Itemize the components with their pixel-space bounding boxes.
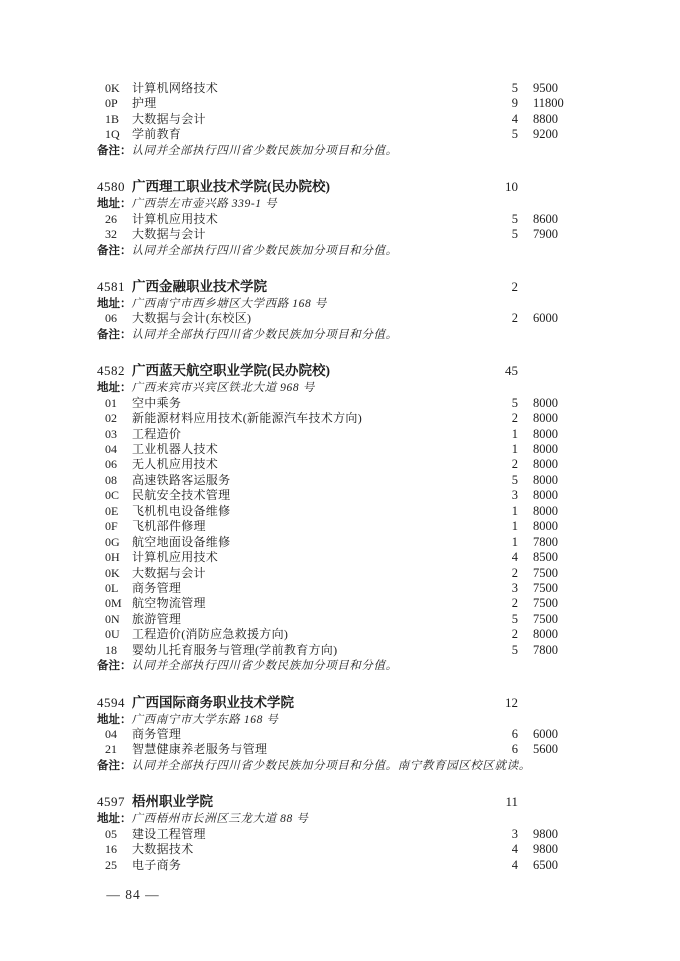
institution-name: 广西理工职业技术学院(民办院校) [132, 179, 330, 195]
address-line [97, 379, 583, 394]
major-code: 1Q [105, 127, 120, 142]
major-row [97, 426, 583, 441]
major-row [97, 611, 583, 626]
institution-name: 广西蓝天航空职业学院(民办院校) [132, 363, 330, 379]
major-plan-count: 5 [511, 127, 518, 142]
institution-section [97, 278, 583, 341]
major-name: 大数据技术 [132, 842, 194, 857]
major-code: 04 [105, 442, 117, 456]
major-row [97, 211, 583, 226]
major-code: 0G [105, 534, 120, 549]
major-name: 大数据与会计 [132, 227, 206, 242]
remark-text: 认同并全部执行四川省少数民族加分项目和分值。 [131, 244, 398, 257]
major-plan-count: 2 [511, 411, 518, 426]
major-code: 0P [105, 96, 118, 111]
major-name: 空中乘务 [132, 395, 182, 410]
major-tuition-fee: 6500 [533, 857, 558, 872]
major-code: 0U [105, 627, 120, 642]
major-row [97, 626, 583, 641]
major-code: 0C [105, 488, 120, 503]
major-code: 21 [105, 742, 117, 757]
major-row [97, 95, 583, 110]
major-plan-count: 9 [511, 96, 518, 111]
major-plan-count: 5 [511, 211, 518, 226]
major-tuition-fee: 8800 [533, 111, 558, 126]
major-tuition-fee: 7500 [533, 565, 558, 580]
major-tuition-fee: 11800 [533, 96, 564, 111]
major-tuition-fee: 7500 [533, 596, 558, 611]
major-code: 0F [105, 519, 118, 534]
major-name: 商务管理 [132, 727, 182, 741]
major-tuition-fee: 6000 [533, 311, 558, 326]
major-code: 0H [105, 550, 120, 565]
page-number: — 84 — [106, 887, 160, 902]
institution-section [97, 80, 583, 157]
major-tuition-fee: 8000 [533, 472, 558, 487]
major-plan-count: 1 [511, 503, 518, 518]
address-text: 广西来宾市兴宾区铁北大道 968 号 [131, 382, 315, 395]
major-row [97, 857, 583, 872]
major-row [97, 503, 583, 518]
major-row [97, 456, 583, 471]
major-name: 大数据与会计 [132, 111, 206, 126]
major-name: 电子商务 [132, 857, 182, 872]
institution-section [97, 694, 583, 773]
major-name: 工程造价(消防应急救援方向) [132, 627, 289, 642]
major-plan-count: 1 [511, 442, 518, 456]
major-tuition-fee: 9200 [533, 127, 558, 142]
major-tuition-fee: 8500 [533, 550, 558, 565]
major-tuition-fee: 8000 [533, 519, 558, 534]
major-plan-count: 4 [511, 111, 518, 126]
address-line [97, 295, 583, 310]
address-text: 广西南宁市大学东路 168 号 [131, 713, 279, 726]
major-plan-count: 3 [511, 826, 518, 841]
major-plan-count: 2 [511, 311, 518, 326]
institution-code: 4580 [97, 179, 125, 195]
remark-label: 备注： [97, 244, 132, 257]
major-name: 计算机网络技术 [132, 81, 219, 95]
major-row [97, 580, 583, 595]
major-plan-count: 5 [511, 81, 518, 95]
major-tuition-fee: 8000 [533, 457, 558, 472]
address-label: 地址： [97, 297, 132, 310]
major-name: 工业机器人技术 [132, 442, 219, 456]
remark-line [97, 657, 583, 672]
major-name: 飞机部件修理 [132, 519, 206, 534]
address-text: 广西南宁市西乡塘区大学西路 168 号 [131, 297, 327, 310]
remark-text: 认同并全部执行四川省少数民族加分项目和分值。 [131, 660, 398, 673]
major-code: 32 [105, 227, 117, 242]
major-tuition-fee: 7500 [533, 580, 558, 595]
major-name: 婴幼儿托育服务与管理(学前教育方向) [132, 642, 338, 657]
major-row [97, 534, 583, 549]
major-plan-count: 4 [511, 842, 518, 857]
remark-text: 认同并全部执行四川省少数民族加分项目和分值。 [131, 328, 398, 341]
major-plan-count: 4 [511, 550, 518, 565]
major-name: 工程造价 [132, 426, 182, 441]
institution-name: 广西国际商务职业技术学院 [132, 694, 294, 710]
major-tuition-fee: 7800 [533, 534, 558, 549]
major-tuition-fee: 7900 [533, 227, 558, 242]
major-tuition-fee: 6000 [533, 727, 558, 741]
remark-label: 备注： [97, 144, 132, 157]
major-code: 18 [105, 642, 117, 657]
major-code: 01 [105, 395, 117, 410]
institution-header [97, 178, 583, 195]
major-row [97, 487, 583, 502]
major-name: 学前教育 [132, 127, 182, 142]
institution-header [97, 694, 583, 711]
major-plan-count: 2 [511, 457, 518, 472]
major-code: 0K [105, 81, 120, 95]
major-plan-count: 5 [511, 472, 518, 487]
major-tuition-fee: 8000 [533, 411, 558, 426]
institution-plan-total: 11 [505, 794, 518, 810]
major-plan-count: 5 [511, 395, 518, 410]
address-line [97, 195, 583, 210]
major-name: 建设工程管理 [132, 826, 206, 841]
major-code: 26 [105, 211, 117, 226]
major-tuition-fee: 8000 [533, 488, 558, 503]
major-row [97, 595, 583, 610]
remark-label: 备注： [97, 660, 132, 673]
major-code: 02 [105, 411, 117, 426]
major-code: 1B [105, 111, 120, 126]
major-tuition-fee: 5600 [533, 742, 558, 757]
major-name: 航空地面设备维修 [132, 534, 231, 549]
remark-line [97, 757, 583, 772]
remark-line [97, 242, 583, 257]
major-name: 高速铁路客运服务 [132, 472, 231, 487]
remark-label: 备注： [97, 759, 132, 772]
address-text: 广西崇左市壶兴路 339-1 号 [131, 198, 278, 211]
institution-plan-total: 2 [511, 278, 518, 294]
major-code: 03 [105, 426, 117, 441]
major-row [97, 395, 583, 410]
major-row [97, 126, 583, 141]
major-row [97, 826, 583, 841]
major-plan-count: 6 [511, 742, 518, 757]
institution-plan-total: 12 [505, 694, 518, 710]
major-row [97, 80, 583, 95]
address-line [97, 810, 583, 825]
major-plan-count: 6 [511, 727, 518, 741]
institution-header [97, 793, 583, 810]
major-name: 智慧健康养老服务与管理 [132, 742, 268, 757]
institution-code: 4597 [97, 794, 125, 810]
institution-section [97, 362, 583, 672]
major-row [97, 410, 583, 425]
major-tuition-fee: 7800 [533, 642, 558, 657]
major-row [97, 472, 583, 487]
institution-plan-total: 10 [505, 179, 518, 195]
major-row [97, 642, 583, 657]
major-name: 旅游管理 [132, 611, 182, 626]
major-row [97, 841, 583, 856]
institution-section [97, 793, 583, 872]
major-code: 0K [105, 565, 120, 580]
major-row [97, 111, 583, 126]
major-plan-count: 5 [511, 227, 518, 242]
major-plan-count: 3 [511, 580, 518, 595]
institution-code: 4581 [97, 278, 125, 294]
major-plan-count: 1 [511, 426, 518, 441]
major-code: 06 [105, 311, 117, 326]
major-name: 民航安全技术管理 [132, 488, 231, 503]
major-name: 计算机应用技术 [132, 211, 219, 226]
major-plan-count: 2 [511, 627, 518, 642]
major-row [97, 310, 583, 325]
address-label: 地址： [97, 198, 132, 211]
page-content [97, 80, 583, 872]
major-code: 06 [105, 457, 117, 472]
major-plan-count: 5 [511, 642, 518, 657]
major-name: 飞机机电设备维修 [132, 503, 231, 518]
institution-section [97, 178, 583, 257]
major-plan-count: 3 [511, 488, 518, 503]
major-name: 大数据与会计(东校区) [132, 311, 252, 326]
institution-name: 梧州职业学院 [132, 794, 213, 810]
major-name: 护理 [132, 96, 157, 111]
remark-text: 认同并全部执行四川省少数民族加分项目和分值。 [131, 144, 398, 157]
major-row [97, 741, 583, 756]
major-plan-count: 2 [511, 596, 518, 611]
major-code: 16 [105, 842, 117, 857]
major-code: 0M [105, 596, 122, 611]
major-tuition-fee: 7500 [533, 611, 558, 626]
major-row [97, 726, 583, 741]
major-name: 新能源材料应用技术(新能源汽车技术方向) [132, 411, 362, 426]
major-plan-count: 2 [511, 565, 518, 580]
institution-plan-total: 45 [505, 363, 518, 379]
major-code: 0N [105, 611, 120, 626]
major-row [97, 518, 583, 533]
major-code: 08 [105, 472, 117, 487]
major-plan-count: 5 [511, 611, 518, 626]
institution-header [97, 362, 583, 379]
major-code: 04 [105, 727, 117, 741]
major-name: 大数据与会计 [132, 565, 206, 580]
major-name: 商务管理 [132, 580, 182, 595]
address-text: 广西梧州市长洲区三龙大道 88 号 [131, 813, 309, 826]
institution-code: 4582 [97, 363, 125, 379]
major-tuition-fee: 8000 [533, 426, 558, 441]
major-row [97, 565, 583, 580]
major-tuition-fee: 9800 [533, 842, 558, 857]
major-tuition-fee: 9800 [533, 826, 558, 841]
major-name: 计算机应用技术 [132, 550, 219, 565]
address-line [97, 711, 583, 726]
remark-line [97, 326, 583, 341]
major-plan-count: 4 [511, 857, 518, 872]
institution-header [97, 278, 583, 295]
address-label: 地址： [97, 713, 132, 726]
major-tuition-fee: 8000 [533, 442, 558, 456]
major-tuition-fee: 8000 [533, 503, 558, 518]
remark-line [97, 142, 583, 157]
institution-name: 广西金融职业技术学院 [132, 278, 267, 294]
major-tuition-fee: 9500 [533, 81, 558, 95]
address-label: 地址： [97, 813, 132, 826]
major-tuition-fee: 8000 [533, 627, 558, 642]
remark-text: 认同并全部执行四川省少数民族加分项目和分值。南宁教育园区校区就读。 [131, 759, 531, 772]
major-row [97, 226, 583, 241]
major-code: 0L [105, 580, 119, 595]
major-tuition-fee: 8000 [533, 395, 558, 410]
major-code: 05 [105, 826, 117, 841]
major-code: 0E [105, 503, 119, 518]
major-code: 25 [105, 857, 117, 872]
major-tuition-fee: 8600 [533, 211, 558, 226]
major-row [97, 441, 583, 456]
address-label: 地址： [97, 382, 132, 395]
major-plan-count: 1 [511, 519, 518, 534]
remark-label: 备注： [97, 328, 132, 341]
major-row [97, 549, 583, 564]
institution-code: 4594 [97, 694, 125, 710]
major-name: 航空物流管理 [132, 596, 206, 611]
major-plan-count: 1 [511, 534, 518, 549]
major-name: 无人机应用技术 [132, 457, 219, 472]
